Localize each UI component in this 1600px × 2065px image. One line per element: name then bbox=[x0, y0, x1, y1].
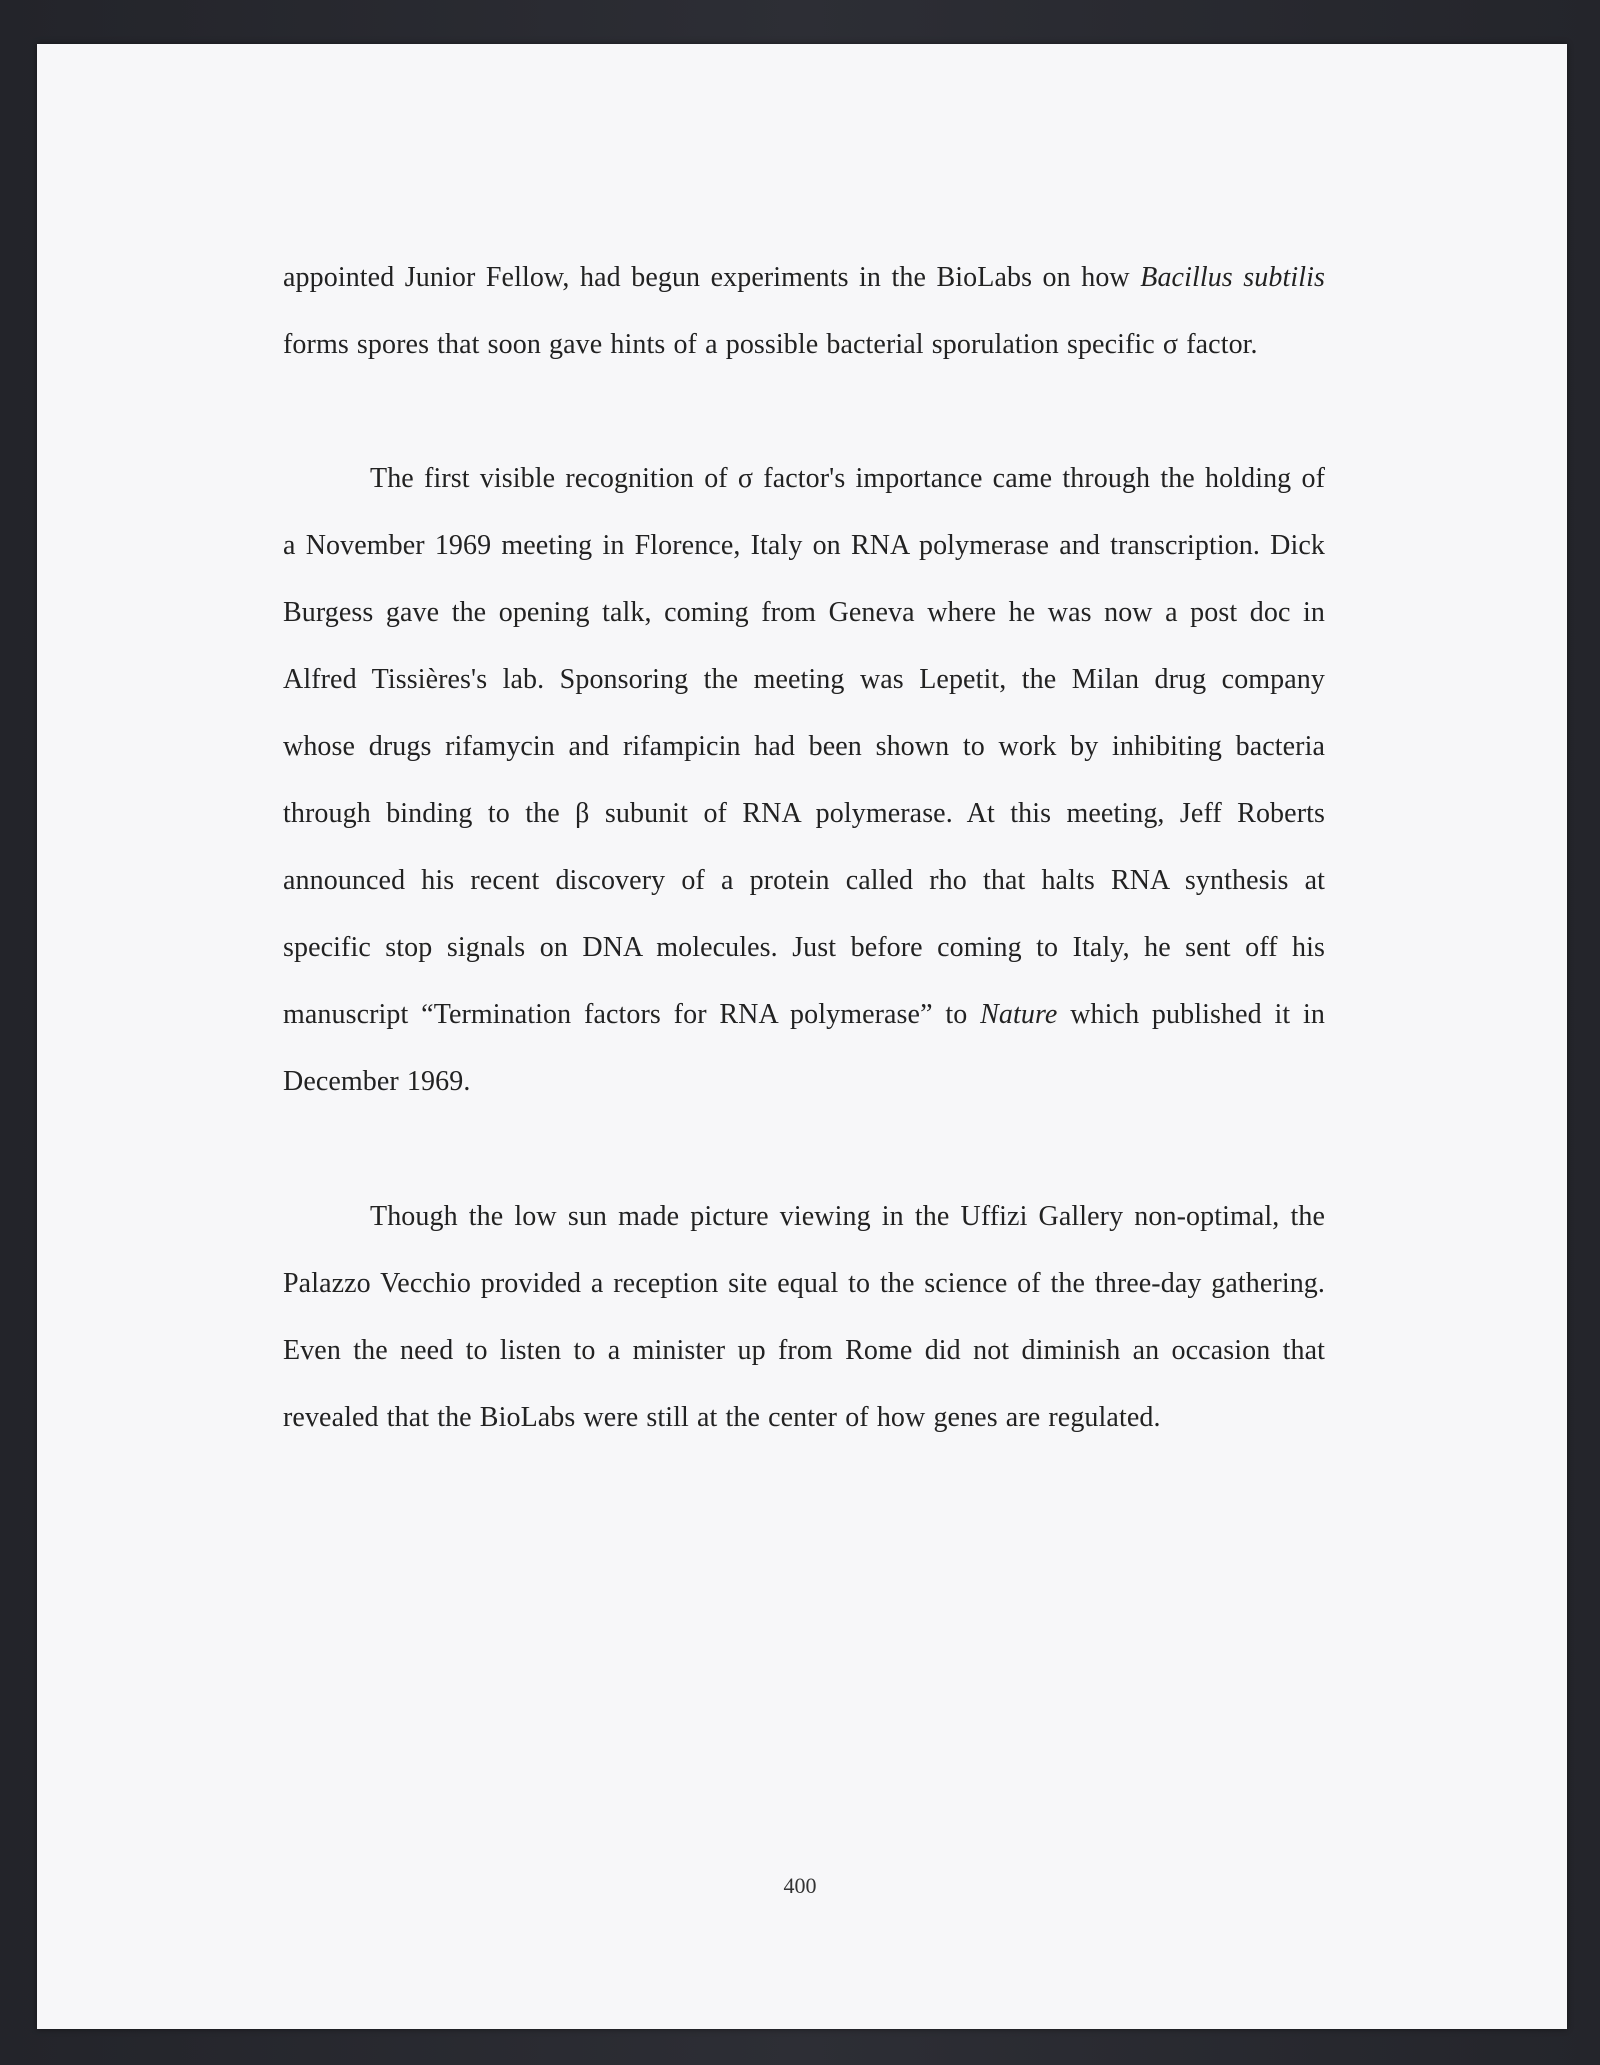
paragraph-1-line-2: forms spores that soon gave hints of a possible bacterial sporulation specific σ factor. bbox=[283, 329, 1258, 360]
text-span: Though the low sun made picture viewing in the Uffizi Gallery non-optimal, the bbox=[370, 1201, 1325, 1232]
paragraph-3-line-4: revealed that the BioLabs were still at the center of how genes are regulated. bbox=[283, 1402, 1161, 1433]
paragraph-2-line-10: December 1969. bbox=[283, 1066, 471, 1097]
paragraph-3 bbox=[283, 1183, 1325, 1451]
paragraph-2-line-8: specific stop signals on DNA molecules. Just before coming to Italy, he sent off his bbox=[283, 932, 1325, 963]
text-span: The first visible recognition of σ factor's importance came through the holding of bbox=[370, 463, 1325, 494]
paragraph-2-line-4: Alfred Tissières's lab. Sponsoring the meeting was Lepetit, the Milan drug company bbox=[283, 664, 1325, 695]
paragraph-1 bbox=[283, 244, 1325, 378]
paragraph-3-line-2: Palazzo Vecchio provided a reception site equal to the science of the three-day gathering. bbox=[283, 1268, 1325, 1299]
paragraph-2-line-5: whose drugs rifamycin and rifampicin had been shown to work by inhibiting bacteria bbox=[283, 731, 1325, 762]
paragraph-2-line-6: through binding to the β subunit of RNA polymerase. At this meeting, Jeff Roberts bbox=[283, 798, 1325, 829]
paragraph-2 bbox=[283, 445, 1325, 1115]
paragraph-3-line-1 bbox=[283, 1183, 1325, 1250]
text-span: appointed Junior Fellow, had begun experiments in the BioLabs on how bbox=[283, 262, 1141, 293]
paragraph-1-line-1 bbox=[283, 244, 1325, 311]
paragraph-2-line-7: announced his recent discovery of a protein called rho that halts RNA synthesis at bbox=[283, 865, 1325, 896]
paragraph-2-line-1 bbox=[283, 445, 1325, 512]
paragraph-2-line-2: a November 1969 meeting in Florence, Italy on RNA polymerase and transcription. Dick bbox=[283, 530, 1325, 561]
text-span: which published it in bbox=[1057, 999, 1325, 1030]
italic-journal-name: Nature bbox=[980, 999, 1058, 1030]
paragraph-2-line-9 bbox=[283, 981, 1325, 1048]
text-span: manuscript “Termination factors for RNA polymerase” to bbox=[283, 999, 981, 1030]
page-number: 400 bbox=[783, 1873, 817, 1898]
italic-species-name: Bacillus subtilis bbox=[1140, 262, 1325, 293]
paragraph-2-line-3: Burgess gave the opening talk, coming from Geneva where he was now a post doc in bbox=[283, 597, 1325, 628]
paragraph-3-line-3: Even the need to listen to a minister up from Rome did not diminish an occasion that bbox=[283, 1335, 1325, 1366]
